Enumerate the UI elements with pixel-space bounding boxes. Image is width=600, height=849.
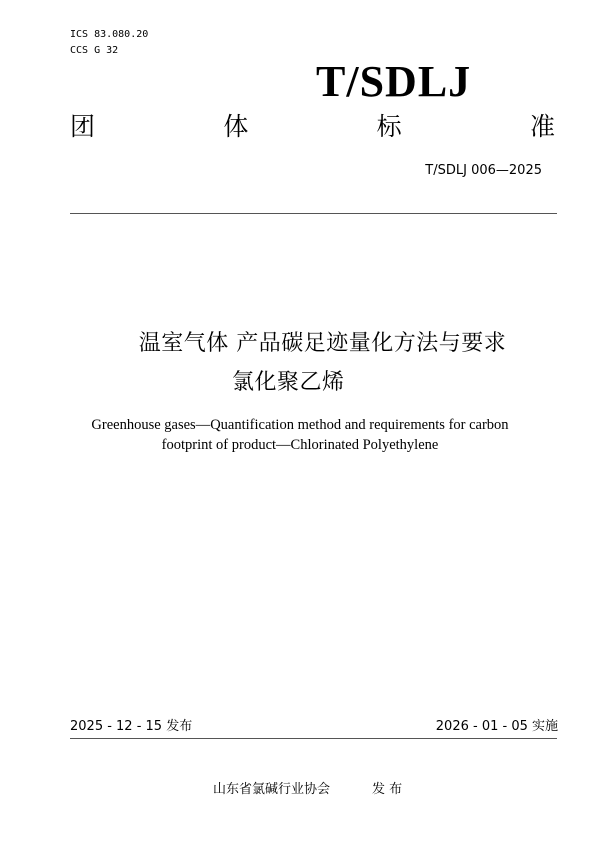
header-divider bbox=[70, 213, 557, 214]
ccs-code: CCS G 32 bbox=[70, 45, 119, 56]
footer-divider bbox=[70, 738, 557, 739]
standard-type-char: 团 bbox=[70, 112, 96, 141]
title-english-line-1: Greenhouse gases—Quantification method and requirements for carbon bbox=[91, 417, 509, 433]
issue-date: 2025 - 12 - 15 发布 bbox=[70, 719, 193, 734]
standard-type-char: 标 bbox=[376, 112, 402, 141]
title-chinese-line-2: 氯化聚乙烯 bbox=[232, 370, 345, 395]
publisher-name: 山东省氯碱行业协会 bbox=[213, 782, 331, 797]
publish-label: 发 布 bbox=[372, 782, 403, 797]
ics-code: ICS 83.080.20 bbox=[70, 29, 149, 40]
standard-type-char: 体 bbox=[223, 112, 249, 141]
standard-number: T/SDLJ 006—2025 bbox=[425, 163, 542, 178]
implementation-date: 2026 - 01 - 05 实施 bbox=[435, 719, 558, 734]
title-english bbox=[60, 415, 540, 455]
title-english-line-2: footprint of product—Chlorinated Polyethylene bbox=[161, 437, 439, 453]
publisher-line bbox=[213, 778, 402, 797]
standard-type bbox=[70, 114, 555, 139]
title-chinese-line-1: 温室气体 产品碳足迹量化方法与要求 bbox=[138, 331, 507, 356]
standard-brand: T/SDLJ bbox=[316, 57, 472, 106]
standard-type-char: 准 bbox=[529, 112, 555, 141]
